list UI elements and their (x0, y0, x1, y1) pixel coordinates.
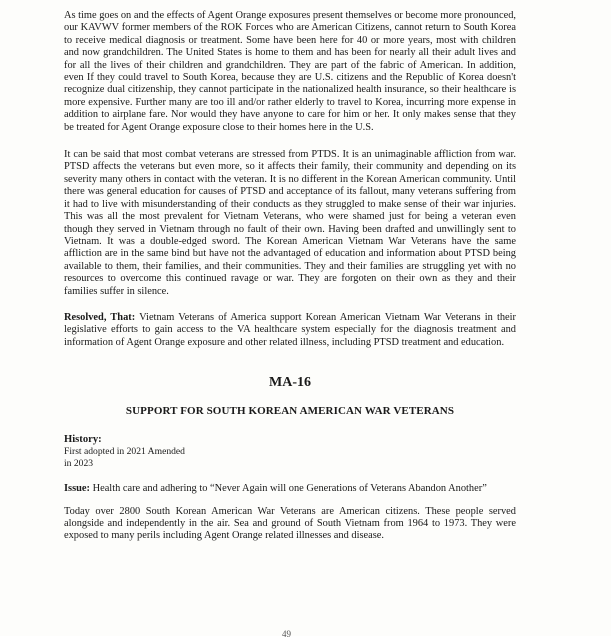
section-code: MA-16 (269, 375, 311, 391)
issue-label: Issue: (64, 483, 90, 495)
paragraph-agent-orange: As time goes on and the effects of Agent Orange exposures present themselves or become more pronounced, our KAVWV former members of the ROK Forces who are American Citizens, cannot return to South Korea to receive medical diagnosis or treatment. Some have been here for 40 or more years, most with children and now grandchildren. The United States is home to them and has been for nearly all their adult lives and for all the lives of their children and grandchildren. They are part of the fabric of American. In addition, even If they could travel to South Korea, because they are U.S. citizens and the Republic of Korea doesn't recognize dual citizenship, they cannot participate in the nationalized health insurance, so their healthcare is more expensive. Further many are too ill and/or rather elderly to travel to Korea, incurring more expense in addition to airplane fare. Nor would they have anyone to care for him or her. It only makes sense that they be treated for Agent Orange exposure close to their homes here in the U.S. (64, 10, 516, 133)
history-heading: History: (64, 434, 102, 446)
issue-paragraph (64, 483, 516, 495)
resolution-paragraph (64, 312, 516, 349)
issue-text: Health care and adhering to “Never Again will one Generations of Veterans Abandon Another” (89, 483, 487, 495)
history-line-2: in 2023 (64, 457, 94, 469)
page-content (64, 10, 516, 543)
section-title: SUPPORT FOR SOUTH KOREAN AMERICAN WAR VETERANS (125, 405, 455, 418)
page-number: 49 (282, 629, 291, 639)
paragraph-ptsd: It can be said that most combat veterans are stressed from PTDS. It is an unimaginable affliction from war. PTSD affects the veterans but even more, so it affects their family, their community and depending on its severity many others in contact with the veteran. It is no different in the Korean American community. Until there was general education for causes of PTSD and acceptance of its fallout, many veterans suffering from it had to live with misunderstanding of their conducts as they struggled to make sense of their war injuries. This was all the most prevalent for Vietnam Veterans, who were shamed just for being a veteran even though they served in Vietnam through no fault of their own. Having been drafted and unwillingly sent to Vietnam. It was a double-edged sword. The Korean American Vietnam War Veterans have the same affliction are in the same bind but have not the advantaged of education and information about PTSD being available to them, their families, and their communities. They and their families are struggling yet with no resources to overcome this continued ravage or war. They are forgoten on their own as they and their families suffer in silence. (64, 149, 516, 297)
resolved-label: Resolved, That: (64, 311, 136, 323)
resolved-text: Vietnam Veterans of America support Korean American Vietnam War Veterans in their legislative efforts to gain access to the VA healthcare system especially for the diagnosis treatment and information of Agent Orange exposure and other related illness, including PTSD treatment and education. (64, 311, 516, 348)
history-line-1: First adopted in 2021 Amended (64, 446, 185, 458)
paragraph-today: Today over 2800 South Korean American War Veterans are American citizens. These people served alongside and independently in the air. Sea and ground of South Vietnam from 1964 to 1973. They were exposed to many perils including Agent Orange related illnesses and disease. (64, 505, 516, 542)
